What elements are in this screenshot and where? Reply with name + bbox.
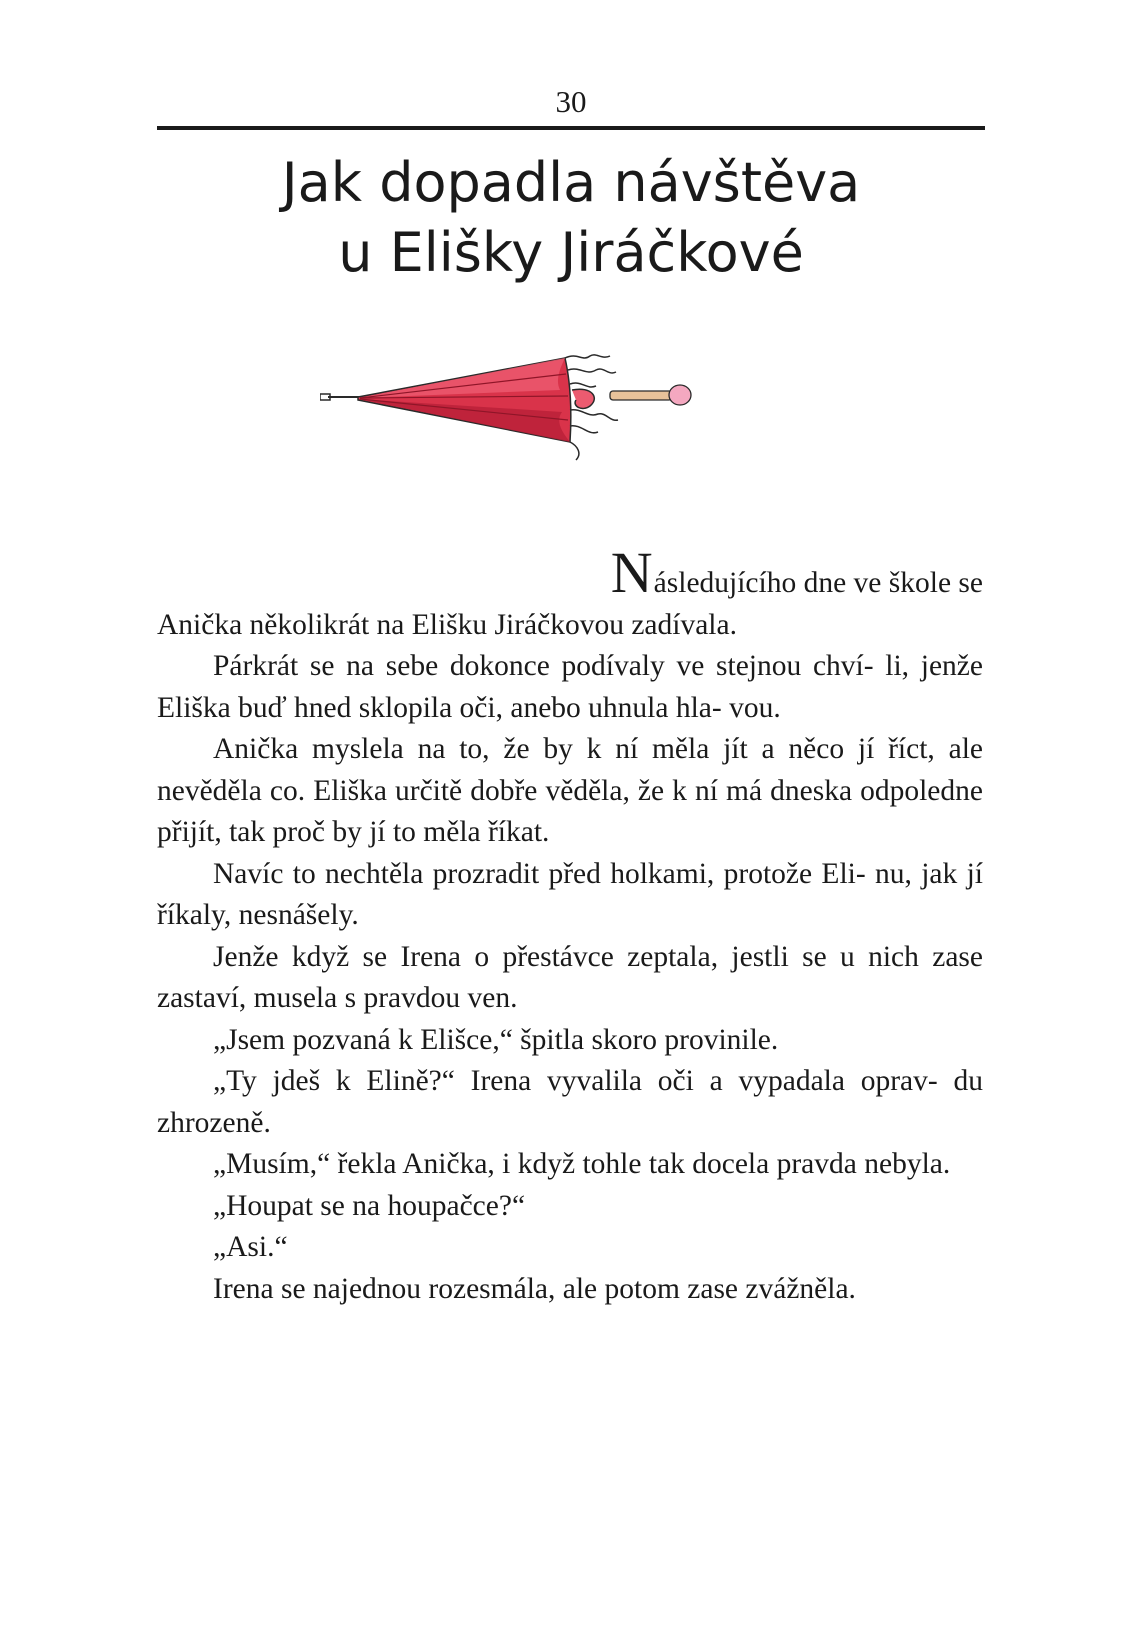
- chapter-title: [157, 148, 985, 288]
- drop-cap: N: [610, 540, 653, 605]
- paragraph: Anička myslela na to, že by k ní měla jít a něco jí říct, ale nevěděla co. Eliška určitě dobře věděla, že k ní má dneska odpoledne přijít, tak proč by jí to měla říkat.: [157, 733, 983, 848]
- paragraph: „Jsem pozvaná k Elišce,“ špitla skoro provinile.: [213, 1023, 779, 1056]
- paragraph: „Musím,“ řekla Anička, i když tohle tak docela pravda nebyla.: [213, 1148, 951, 1180]
- chapter-title-line-1: Jak dopadla návštěva: [281, 151, 861, 214]
- paragraph: „Asi.“: [213, 1231, 288, 1263]
- paragraph: Navíc to nechtěla prozradit před holkami, protože Eli- nu, jak jí říkaly, nesnášely.: [157, 857, 983, 931]
- red-umbrella-icon: [320, 350, 730, 480]
- opening-line: [157, 540, 983, 605]
- body-text: [157, 540, 983, 1310]
- paragraph: „Ty jdeš k Elině?“ Irena vyvalila oči a vypadala oprav- du zhrozeně.: [157, 1065, 983, 1139]
- opening-paragraph-rest: Anička několikrát na Elišku Jiráčkovou zadívala.: [157, 608, 737, 641]
- chapter-title-line-2: u Elišky Jiráčkové: [338, 221, 804, 284]
- page-number: 30: [555, 84, 587, 119]
- opening-paragraph: [157, 540, 983, 646]
- opening-line-text: ásledujícího dne ve škole se: [653, 567, 983, 599]
- paragraph: Irena se najednou rozesmála, ale potom zase zvážněla.: [213, 1272, 856, 1305]
- paragraph: Párkrát se na sebe dokonce podívaly ve stejnou chví- li, jenže Eliška buď hned sklopila oči, anebo uhnula hla- vou.: [157, 650, 983, 724]
- paragraph: Jenže když se Irena o přestávce zeptala, jestli se u nich zase zastaví, musela s pravdou ven.: [157, 940, 983, 1014]
- header-rule: [157, 126, 985, 130]
- paragraph: „Houpat se na houpačce?“: [213, 1189, 526, 1222]
